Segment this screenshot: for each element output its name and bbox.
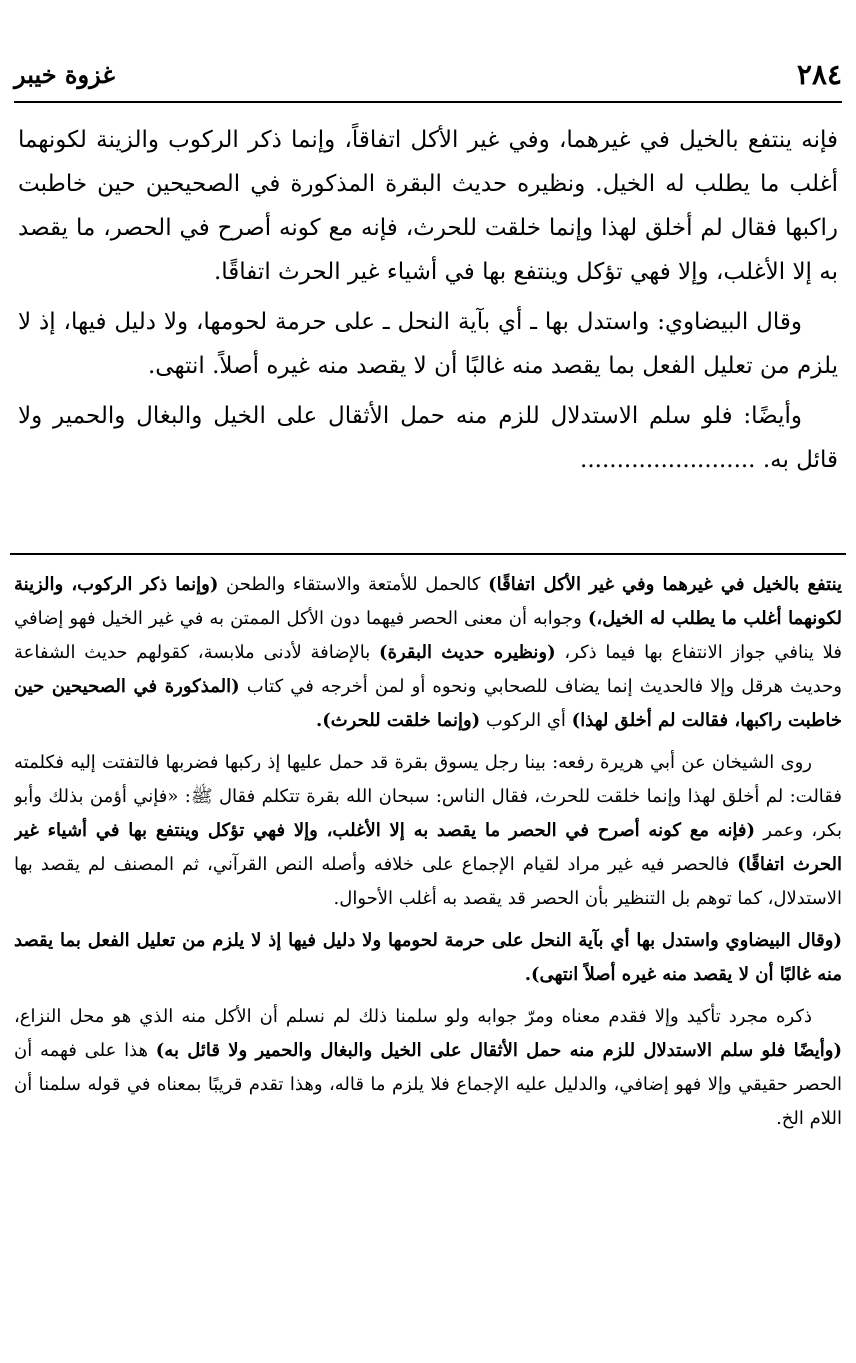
commentary-paragraph-4	[14, 1000, 842, 1136]
main-paragraph-2: وقال البيضاوي: واستدل بها ـ أي بآية النحل ـ على حرمة لحومها، ولا دليل فيها، إذ لا يلزم من تعليل الفعل بما يقصد منه غالبًا أن لا يقصد منه غيره أصلاً. انتهى.	[18, 309, 838, 379]
commentary-note: روى الشيخان عن أبي هريرة رفعه: بينا رجل يسوق بقرة قد حمل عليها إذ ركبها فضربها فالتفتت إليه فكلمته فقالت: لم أخلق لهذا وإنما خلقت للحرث، فقال الناس: سبحان الله بقرة تتكلم فقال ﷺ: «فإني أؤمن بذلك وأبو بكر، وعمر	[14, 752, 842, 841]
commentary-note: أي الركوب	[480, 710, 572, 731]
commentary-text	[14, 568, 842, 1338]
quoted-main-text: (وأيضًا فلو سلم الاستدلال للزم منه حمل الأثقال على الخيل والبغال والحمير ولا قائل به)	[155, 1040, 842, 1061]
quoted-main-text: (المذكورة في الصحيحين حين خاطبت راكبها، فقالت لم أخلق لهذا)	[14, 676, 842, 731]
chapter-title: غزوة خيبر	[14, 59, 115, 89]
quoted-main-text: (وإنما خلقت للحرث).	[315, 710, 481, 731]
running-header	[14, 56, 842, 92]
commentary-note: ذكره مجرد تأكيد وإلا فقدم معناه ومرّ جوابه ولو سلمنا ذلك لم نسلم أن الأكل منه الذي هو محل النزاع،	[14, 1006, 812, 1027]
commentary-note: بالإضافة لأدنى ملابسة، كقولهم حديث الشفاعة وحديث هرقل وإلا فالحديث إنما يضاف للصحابي ونحوه أو لمن أخرجه في كتاب	[14, 642, 842, 697]
quoted-main-text: (ونظيره حديث البقرة)	[379, 642, 556, 663]
quoted-main-text: (وإنما ذكر الركوب، والزينة لكونهما أغلب ما يطلب له الخيل،)	[14, 574, 842, 629]
commentary-note: كالحمل للأمتعة والاستقاء والطحن	[218, 574, 489, 595]
commentary-paragraph-3	[14, 924, 842, 992]
commentary-paragraph-1	[14, 568, 842, 738]
page-number: ٢٨٤	[796, 57, 842, 91]
commentary-note: فالحصر فيه غير مراد لقيام الإجماع على خلافه وأصله النص القرآني، ثم المصنف لم يقصد بها الاستدلال، كما توهم بل التنظير بأن الحصر قد يقصد به أغلب الأحوال.	[14, 854, 842, 909]
quoted-main-text: (وقال البيضاوي واستدل بها أي بآية النحل على حرمة لحومها ولا دليل فيها إذ لا يلزم من تعليل الفعل بما يقصد منه غالبًا أن لا يقصد منه غيره أصلاً انتهى).	[14, 930, 842, 985]
commentary-note: هذا على فهمه أن الحصر حقيقي وإلا فهو إضافي، والدليل عليه الإجماع فلا يلزم ما قاله، وهذا تقدم قريبًا بمعناه في قوله سلمنا أن اللام الخ.	[14, 1040, 842, 1129]
dotted-leader: ........................	[580, 447, 756, 473]
quoted-main-text: ينتفع بالخيل في غيرهما وفي غير الأكل اتفاقًا)	[488, 574, 842, 595]
header-rule	[14, 101, 842, 103]
main-text	[18, 118, 838, 550]
commentary-paragraph-2	[14, 746, 842, 916]
main-paragraph-3-text: وأيضًا: فلو سلم الاستدلال للزم منه حمل الأثقال على الخيل والبغال والحمير ولا قائل به.	[18, 403, 838, 473]
main-paragraph-1: فإنه ينتفع بالخيل في غيرهما، وفي غير الأكل اتفاقاً، وإنما ذكر الركوب والزينة لكونهما أغلب ما يطلب له الخيل. ونظيره حديث البقرة المذكورة في الصحيحين حين خاطبت راكبها فقال لم أخلق لهذا وإنما خلقت للحرث، فإنه مع كونه أصرح في الحصر، ما يقصد به إلا الأغلب، وإلا فهي تؤكل وينتفع بها في أشياء غير الحرث اتفاقًا.	[18, 127, 838, 285]
quoted-main-text: (فإنه مع كونه أصرح في الحصر ما يقصد به إلا الأغلب، وإلا فهي تؤكل وينتفع بها في أشياء غير الحرث اتفاقًا)	[14, 820, 842, 875]
separator-rule	[10, 553, 846, 555]
main-paragraph-3	[18, 394, 838, 482]
commentary-note: وجوابه أن معنى الحصر فيهما دون الأكل الممتن به في غير الخيل فهو إضافي فلا ينافي جواز الانتفاع بها فيما ذكر،	[14, 608, 842, 663]
